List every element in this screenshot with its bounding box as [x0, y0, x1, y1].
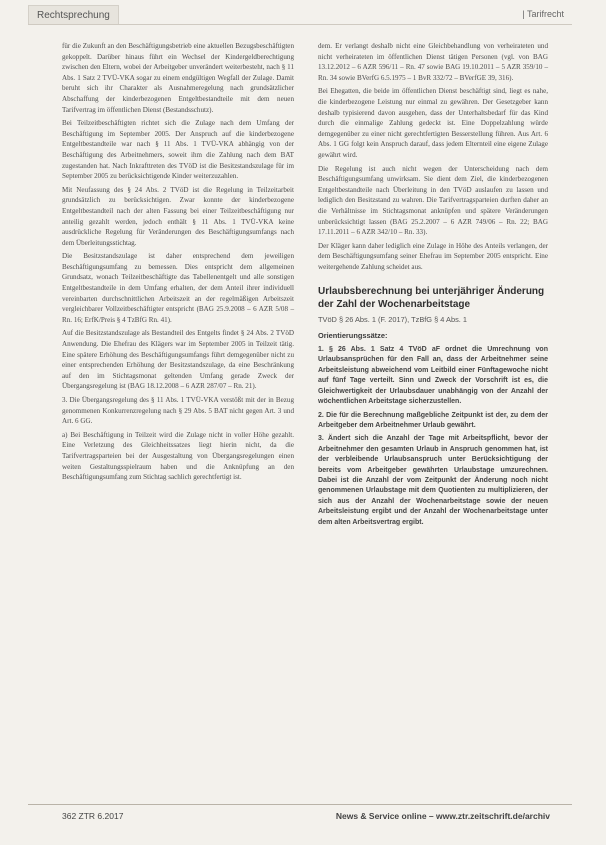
- paragraph: Der Kläger kann daher lediglich eine Zulage in Höhe des Anteils verlangen, der dem Beschäftigungsumfang seiner Ehefrau im September 2005 entspricht. Eine weitergehende Zahlung scheidet aus.: [318, 241, 548, 271]
- guideline-point: 3. Ändert sich die Anzahl der Tage mit Arbeitspflicht, bevor der Arbeitnehmer den gesamten Urlaub in Anspruch genommen hat, ist der verbleibende Urlaubsanspruch unter Berücksichtigung der bereits vom Arbeitgeber gewährten Urlaubstage umzurechnen. Dabei ist die Anzahl der vom Zeitpunkt der Änderung noch nicht genommenen Urlaubstage mit dem Quotienten zu multiplizieren, der sich aus der Anzahl der Wochenarbeitstage sowie der neuen Arbeitsleistung ergibt und der Anzahl der Wochenarbeitstage unter dem alten Arbeitsvertrag ergibt.: [318, 435, 548, 526]
- paragraph: Auf die Besitzstandszulage als Bestandteil des Entgelts findet § 24 Abs. 2 TVöD Anwendung. Die Ehefrau des Klägers war im September 2005 in Teilzeit tätig. Eine spätere Erhöhung des Beschäftigungsumfangs führt demgegenüber nicht zu einer entsprechenden Erhöhung der Besitzstandszulage, da eine Beschränkung auf den im Stichtagsmonat geltenden Umfang gerade Zweck der Übergangsregelung ist (BAG 18.12.2008 – 6 AZR 287/07 – Rn. 21).: [62, 329, 294, 391]
- footer-rule: [28, 804, 572, 805]
- left-column: [62, 41, 294, 486]
- paragraph: Bei Ehegatten, die beide im öffentlichen Dienst beschäftigt sind, liegt es nahe, die kinderbezogene Leistung nur einmal zu gewähren. Der Gesetzgeber kann deshalb typisierend davon ausgehen, dass der Unterhaltsbedarf für das Kind durch die einmalige Zahlung gedeckt ist. Eine Doppelzahlung würde demgegenüber zu einer nicht gerechtfertigten Besserstellung führen. Aus Art. 6 Abs. 1 GG folgt kein Anspruch darauf, dass jedem Elternteil eine eigene Zulage gewährt wird.: [318, 87, 548, 159]
- paragraph: Mit Neufassung des § 24 Abs. 2 TVöD ist die Regelung in Teilzeitarbeit grundsätzlich zu berücksichtigen. Zwar konnte der kinderbezogene Entgeltbestandteil nach der alten Fassung bei einer Teilzeitbeschäftigung nur anteilig gezahlt werden, jedoch enthält § 11 Abs. 1 TVÜ-VKA keine ausdrückliche Regelung für Veränderungen des Beschäftigungsumfangs nach dem Überleitungsstichtag.: [62, 185, 294, 247]
- article-subheading: TVöD § 26 Abs. 1 (F. 2017), TzBfG § 4 Abs. 1: [318, 315, 467, 325]
- section-tab: Rechtsprechung: [28, 5, 119, 25]
- guideline-point: 1. § 26 Abs. 1 Satz 4 TVöD aF ordnet die Umrechnung von Urlaubsansprüchen für den Fall an, dass der Arbeitnehmer seine Arbeitsleistung abweichend vom Leitbild einer Fünftagewoche nicht auf fünf Tage verteilt. Sinn und Zweck der Vorschrift ist es, die Gleichwertigkeit der Urlaubsdauer unabhängig von der Anzahl der wöchentlichen Arbeitstage sicherzustellen.: [318, 346, 548, 406]
- header-topic: | Tarifrecht: [522, 9, 564, 19]
- footer-link[interactable]: News & Service online – www.ztr.zeitschrift.de/archiv: [335, 811, 550, 821]
- page-header: [0, 0, 606, 28]
- paragraph: dem. Er verlangt deshalb nicht eine Gleichbehandlung von verheirateten und nicht verheirateten im öffentlichen Dienst tätigen Personen (vgl. von BAG 13.12.2012 – 6 AZR 596/11 – Rn. 47 sowie BAG 19.10.2011 – 5 AZR 359/10 – Rn. 34 sowie BVerfG 6.5.1975 – 1 BvR 332/72 – BVerfGE 39, 316).: [318, 42, 548, 82]
- paragraph: Die Besitzstandszulage ist daher entsprechend dem jeweiligen Beschäftigungsumfang zu bemessen. Dies entspricht dem allgemeinen Grundsatz, wonach Teilzeitbeschäftigte das Tabellenentgelt und alle sonstigen Entgeltbestandteile in dem Umfang erhalten, der dem Anteil ihrer individuell vereinbarten durchschnittlichen Arbeitszeit an der regelmäßigen Arbeitszeit vergleichbarer Vollzeitbeschäftigter entspricht (BAG 25.9.2008 – 6 AZR 5/08 – Rn. 16; ErfK/Preis § 4 TzBfG Rn. 41).: [62, 252, 294, 324]
- right-column: [318, 41, 548, 531]
- paragraph: 3. Die Übergangsregelung des § 11 Abs. 1 TVÜ-VKA verstößt mit der in Bezug genommenen Konkurrenzregelung nach § 29 Abs. 5 BAT nicht gegen Art. 3 und Art. 6 GG.: [62, 396, 294, 426]
- header-rule: [28, 24, 572, 25]
- page-number: 362 ZTR 6.2017: [62, 811, 124, 821]
- paragraph: für die Zukunft an den Beschäftigungsbetrieb eine aktuellen Bezugsbeschäftigten gekoppelt. Darüber hinaus führt ein Wechsel der Kindergeldberechtigung zwischen den Eltern, wobei der Arbeitgeber unverändert weiterbesteht, nach § 11 Abs. 1 Satz 2 TVÜ-VKA sogar zu einem endgültigen Wegfall der Zulage. Damit beruht sich ihr Charakter als Ausnahmeregelung nach grundsätzlicher Abschaffung der kinderbezogenen Entgeltbestandteile mit dem neuen Tarifvertrag im öffentlichen Dienst (Bestandsschutz).: [62, 42, 294, 114]
- guideline-point: 2. Die für die Berechnung maßgebliche Zeitpunkt ist der, zu dem der Arbeitgeber dem Arbeitnehmer Urlaub gewährt.: [318, 411, 548, 429]
- article-heading: Urlaubsberechnung bei unterjähriger Änderung der Zahl der Wochenarbeitstage: [318, 286, 545, 310]
- paragraph: a) Bei Beschäftigung in Teilzeit wird die Zulage nicht in voller Höhe gezahlt. Eine Verletzung des Gleichheitssatzes liegt hierin nicht, da die Tarifvertragsparteien bei der Ausgestaltung von Übergangsregelungen einen weiten Gestaltungsspielraum haben und die Anknüpfung an den Beschäftigungsumfang zum Stichtag sachlich gerechtfertigt ist.: [62, 430, 294, 482]
- paragraph: Die Regelung ist auch nicht wegen der Unterscheidung nach dem Beschäftigungsumfang unwirksam. Sie dient dem Ziel, die kinderbezogenen Entgeltbestandteile nach Überleitung in den TVöD auslaufen zu lassen und lediglich den Besitzstand zu wahren. Die Tarifvertragsparteien durften daher an die Verhältnisse im Stichtagsmonat anknüpfen und spätere Veränderungen unberücksichtigt lassen (BAG 25.2.2007 – 6 AZR 749/06 – Rn. 22; BAG 17.11.2011 – 6 AZR 342/10 – Rn. 33).: [318, 164, 548, 237]
- paragraph: Bei Teilzeitbeschäftigten richtet sich die Zulage nach dem Umfang der Beschäftigung im September 2005. Der Anspruch auf die kinderbezogene Entgeltbestandteile war nach § 11 Abs. 1 TVÜ-VKA abhängig von der Beschäftigung des Arbeitnehmers, soweit ihm die Zahlung nach dem BAT zugestanden hat. Nach Inkrafttreten des TVöD ist die Besitzstandszulage für im September 2005 zu berücksichtigende Kinder weiterzuzahlen.: [62, 119, 294, 181]
- guidelines-label: Orientierungssätze:: [318, 331, 388, 341]
